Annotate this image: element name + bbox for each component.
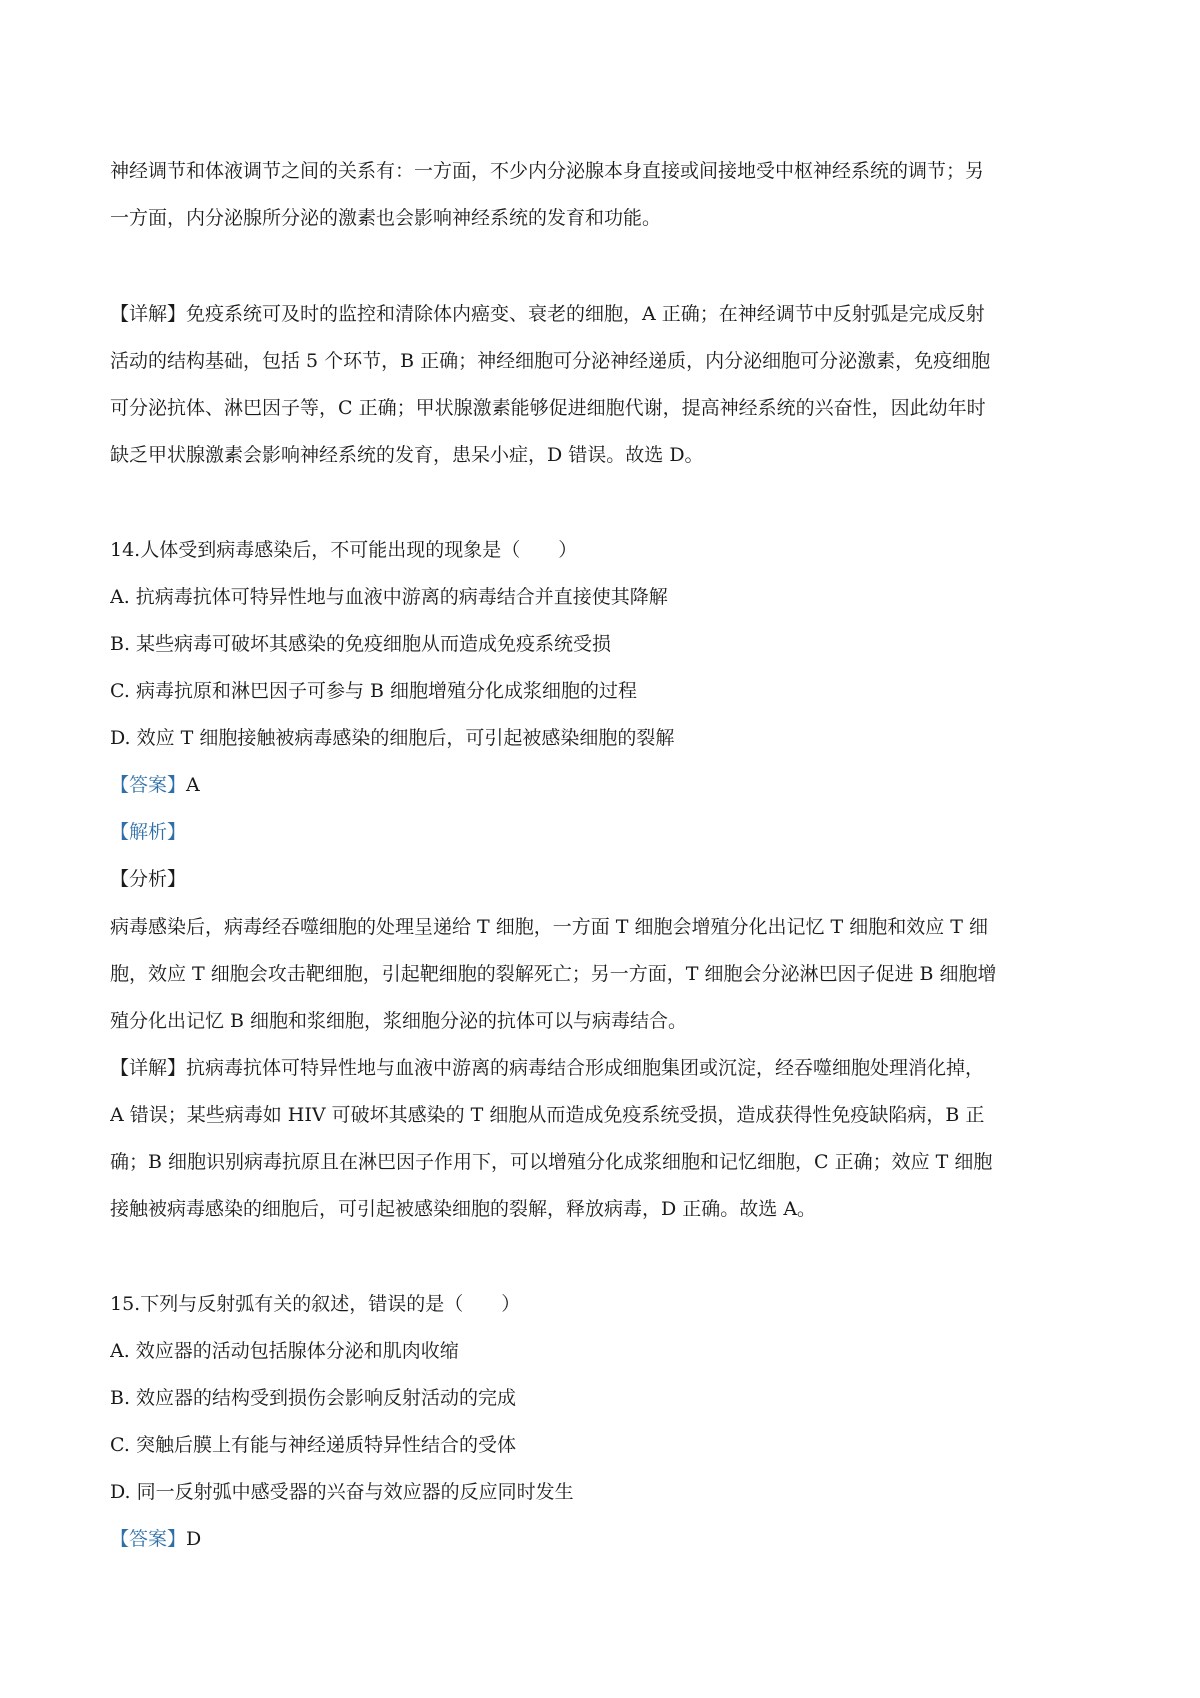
q15-answer-value: D <box>186 1528 202 1550</box>
q14-option-a: A. 抗病毒抗体可特异性地与血液中游离的病毒结合并直接使其降解 <box>110 586 668 608</box>
q14-option-d: D. 效应 T 细胞接触被病毒感染的细胞后，可引起被感染细胞的裂解 <box>110 727 675 749</box>
q14-fenxi-line-2: 胞，效应 T 细胞会攻击靶细胞，引起靶细胞的裂解死亡；另一方面，T 细胞会分泌淋巴因子促进 B 细胞增 <box>110 963 997 985</box>
q14-stem: 14.人体受到病毒感染后，不可能出现的现象是（ ） <box>110 539 578 561</box>
q13-detail-line-3: 可分泌抗体、淋巴因子等，C 正确；甲状腺激素能够促进细胞代谢，提高神经系统的兴奋性，因此幼年时 <box>110 397 986 419</box>
q13-detail-line-1: 【详解】免疫系统可及时的监控和清除体内癌变、衰老的细胞，A 正确；在神经调节中反射弧是完成反射 <box>110 303 985 325</box>
q14-detail-line-3: 确；B 细胞识别病毒抗原且在淋巴因子作用下，可以增殖分化成浆细胞和记忆细胞，C 正确；效应 T 细胞 <box>110 1151 993 1173</box>
q14-fenxi-line-1: 病毒感染后，病毒经吞噬细胞的处理呈递给 T 细胞，一方面 T 细胞会增殖分化出记忆 T 细胞和效应 T 细 <box>110 916 989 938</box>
q15-option-b: B. 效应器的结构受到损伤会影响反射活动的完成 <box>110 1387 517 1409</box>
intro-line-1: 神经调节和体液调节之间的关系有：一方面，不少内分泌腺本身直接或间接地受中枢神经系统的调节；另 <box>110 160 985 182</box>
q14-detail-line-1: 【详解】抗病毒抗体可特异性地与血液中游离的病毒结合形成细胞集团或沉淀，经吞噬细胞处理消化掉， <box>110 1057 985 1079</box>
q14-option-c: C. 病毒抗原和淋巴因子可参与 B 细胞增殖分化成浆细胞的过程 <box>110 680 637 702</box>
q14-analysis-heading <box>110 818 1100 848</box>
q14-detail-line-2: A 错误；某些病毒如 HIV 可破坏其感染的 T 细胞从而造成免疫系统受损，造成获得性免疫缺陷病，B 正 <box>110 1104 985 1126</box>
q15-stem: 15.下列与反射弧有关的叙述，错误的是（ ） <box>110 1293 521 1315</box>
q15-option-d: D. 同一反射弧中感受器的兴奋与效应器的反应同时发生 <box>110 1481 574 1503</box>
q14-fenxi-heading <box>110 865 1100 895</box>
q14-detail-line-4: 接触被病毒感染的细胞后，可引起被感染细胞的裂解，释放病毒，D 正确。故选 A。 <box>110 1198 817 1220</box>
q14-option-b: B. 某些病毒可破坏其感染的免疫细胞从而造成免疫系统受损 <box>110 633 612 655</box>
q15-answer <box>110 1525 1100 1555</box>
q13-detail-line-4: 缺乏甲状腺激素会影响神经系统的发育，患呆小症，D 错误。故选 D。 <box>110 444 704 466</box>
q14-analysis-tag: 【解析】 <box>110 821 187 843</box>
q13-detail-line-2: 活动的结构基础，包括 5 个环节，B 正确；神经细胞可分泌神经递质，内分泌细胞可分泌激素，免疫细胞 <box>110 350 991 372</box>
q14-fenxi-line-3: 殖分化出记忆 B 细胞和浆细胞，浆细胞分泌的抗体可以与病毒结合。 <box>110 1010 688 1032</box>
q15-option-a: A. 效应器的活动包括腺体分泌和肌肉收缩 <box>110 1340 459 1362</box>
q15-option-c: C. 突触后膜上有能与神经递质特异性结合的受体 <box>110 1434 516 1456</box>
intro-line-2: 一方面，内分泌腺所分泌的激素也会影响神经系统的发育和功能。 <box>110 207 662 229</box>
q14-answer-tag: 【答案】 <box>110 774 187 796</box>
q15-answer-tag: 【答案】 <box>110 1528 187 1550</box>
q14-fenxi-tag: 【分析】 <box>110 868 187 890</box>
q14-answer-value: A <box>186 774 200 796</box>
q14-answer <box>110 771 1100 801</box>
